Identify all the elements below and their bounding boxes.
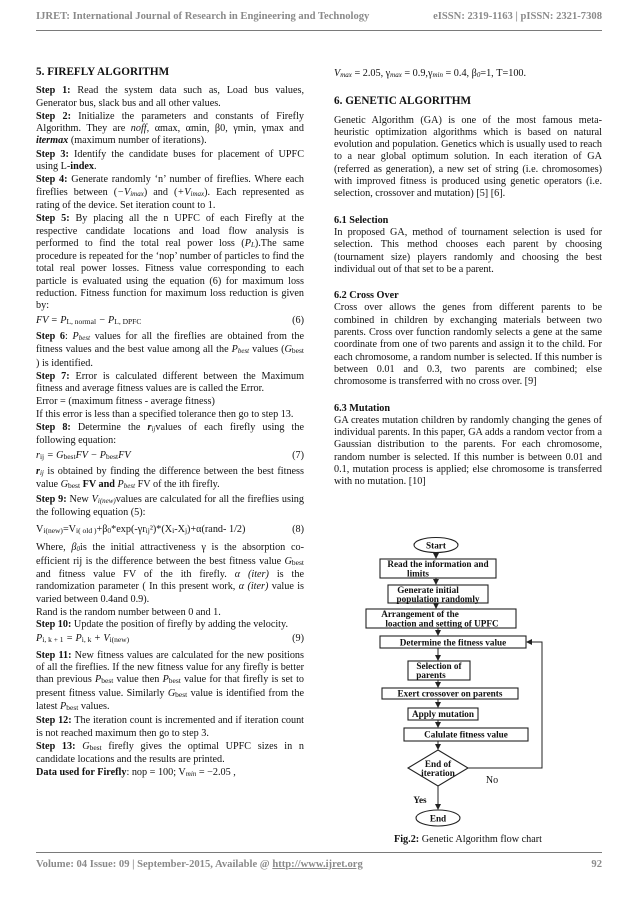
step-3: Step 3: Identify the candidate buses for placement of UPFC using L-index.: [36, 148, 305, 173]
subsection-crossover: 6.2 Cross Over: [334, 290, 399, 302]
flow-generate-label-2: population randomly: [396, 594, 480, 604]
subsection-selection: 6.1 Selection: [334, 214, 389, 226]
flow-arrangement-label-2: loaction and setting of UPFC: [385, 618, 499, 629]
flow-arrangement-label-1: Arrangement of the: [381, 609, 459, 619]
flow-yes-label: Yes: [413, 795, 427, 805]
right-column: [334, 68, 602, 489]
section-title-ga: 6. GENETIC ALGORITHM: [334, 95, 472, 108]
journal-url-link[interactable]: http://www.ijret.org: [272, 859, 363, 870]
ga-intro: Genetic Algorithm (GA) is one of the most famous meta-heuristic optimization algorithms which is based on natural evolution and population. Genetics which is usually used to reach to a near global optimum solution. In each iteration of GA (referred as generation), a new set of string (i.e. chromosomes) with improved fitness is produced using genetic operators (i.e. selection, crossover and mutation) [5] [6].: [334, 114, 602, 200]
issn: eISSN: 2319-1163 | pISSN: 2321-7308: [433, 11, 602, 22]
step-4: Step 4: Generate randomly ‘n’ number of fireflies. Where each fireflies between (−Vimax) and (+Vimax). Each represented as rating of the device. Set iteration count to 1.: [36, 174, 305, 211]
mutation-text: GA creates mutation children by randomly changing the genes of individual parents. In this paper, GA adds a random vector from a Gaussian distribution to the parents. For each chromosome, random number is selected. If this number is between 0.01 and 0.1, mutation process is applied; else chromosome is transferred with no mutation. [10]: [334, 414, 602, 488]
step-10: Step 10: Update the position of firefly by adding the velocity.: [36, 619, 288, 631]
flow-end-label: End: [429, 813, 447, 824]
equation-6: FV = PL, normal − PL, DPFC (6): [36, 314, 304, 326]
equation-9: Pi, k + 1 = Pi, k + Vi(new) (9): [36, 633, 304, 645]
flow-crossover-label: Exert crossover on parents: [397, 688, 503, 699]
section-title-firefly: 5. FIREFLY ALGORITHM: [36, 66, 170, 78]
flow-no-label: No: [485, 775, 499, 786]
step-2: Step 2: Initialize the parameters and constants of Firefly Algorithm. They are noff, αmax, αmin, β0, γmin, γmax and itermax (maximum number of iterations).: [36, 110, 305, 147]
footer-rule: [36, 852, 602, 853]
flow-read-label-2: limits: [407, 568, 429, 579]
crossover-text: Cross over allows the genes from different parents to be combined in children by exchanging materials between two parents. Cross over function randomly selects a gene at the same coordinate from one of two parents and assign it to the child. For each chromosome, a random number is selected. If this number is between 0.01 and 0.3, two parents are combined; else chromosome is transferred with no cross over. [9]: [334, 302, 602, 388]
error-definition: Error = (maximum fitness - average fitness): [36, 396, 215, 408]
flow-start-label: Start: [426, 540, 446, 551]
flow-read-label-1: Read the information and: [387, 559, 489, 569]
flow-selection-label-2: parents: [416, 670, 446, 680]
flow-selection-label-1: Selection of: [416, 661, 462, 671]
flow-fitness-label: Determine the fitness value: [399, 637, 507, 648]
selection-text: In proposed GA, method of tournament selection is used for selection. This method chooses each parent by choosing (tournament size) players randomly and choosing the best individual out of that set to be a parent.: [334, 226, 602, 275]
flow-decision-label-2: iteration: [421, 768, 455, 778]
step-1: Step 1: Read the system data such as, Load bus values, Generator bus, slack bus and all other values.: [36, 85, 304, 109]
step-6: Step 6: Pbest values for all the fireflies are obtained from the fitness values and the best value among all the Pbest values (Gbest ) is identified.: [36, 330, 304, 369]
step-13: Step 13: Gbest firefly gives the optimal UPFC sizes in n candidate locations and the results are printed.: [36, 740, 304, 766]
page-number: 92: [591, 859, 602, 870]
running-header: [36, 9, 602, 29]
header-rule: [36, 30, 602, 31]
equation-7: rij = GbestFV − PbestFV (7): [36, 449, 304, 461]
journal-name: IJRET: International Journal of Research in Engineering and Technology: [36, 11, 370, 22]
rand-definition: Rand is the random number between 0 and 1.: [36, 606, 221, 618]
step-11: Step 11: New fitness values are calculated for the new positions of all the fireflies. If the new fitness value for any firefly is better than previous Pbest value then Pbest value for that firefly is set to present fitness value. Similarly Gbest value is identified from the latest Pbest values.: [36, 649, 304, 712]
flow-generate-label-1: Generate initial: [397, 585, 459, 595]
subsection-mutation: 6.3 Mutation: [334, 402, 391, 414]
step-9-where: Where, β0is the initial attractiveness γ is the absorption co-efficient rij is the difference between the best fitness value Gbest and fitness value FV of the ith firefly. α (iter) is the randomization parameter ( In this present work, α (iter) value is varied between 0.4and 0.9).: [36, 542, 305, 605]
tolerance-note: If this error is less than a specified tolerance then go to step 13.: [36, 408, 294, 420]
step-5: Step 5: By placing all the n UPFC of each Firefly at the respective candidate locations and load flow analysis is performed to find the total real power loss (PL).The same procedure is repeated for the ‘nop’ number of particles to find the total real power losses. Fitness value corresponding to each particle is evaluated using the equation (6) for maximum loss reduction. Fitness function for maximum loss reduction is given by:: [36, 213, 304, 312]
flow-decision-label-1: End of: [424, 759, 452, 769]
step-7: Step 7: Error is calculated different between the Maximum fitness and average fitness values are is called the Error.: [36, 370, 305, 395]
firefly-parameters: Vmax = 2.05, γmax = 0.9,γmin = 0.4, β0=1, T=100.: [334, 68, 527, 79]
figure-caption: Fig.2: Genetic Algorithm flow chart: [394, 834, 542, 845]
ga-flowchart: [358, 536, 576, 830]
volume-info: Volume: 04 Issue: 09 | September-2015, Available @ http://www.ijret.org: [36, 859, 363, 870]
flow-calc-label: Calulate fitness value: [424, 729, 508, 740]
flow-mutation-label: Apply mutation: [411, 709, 475, 719]
left-column: [36, 66, 304, 782]
step-8: Step 8: Determine the rijvalues of each firefly using the following equation:: [36, 422, 304, 447]
step-12: Step 12: The iteration count is incremented and if iteration count is not reached maximum then go to step 3.: [36, 715, 304, 739]
rij-explanation: rij is obtained by finding the difference between the best fitness value Gbest FV and Pbest FV of the ith firefly.: [36, 465, 304, 491]
running-footer: [36, 858, 602, 876]
equation-8: Vi(new)=Vi( old )+β0*exp(-γrij²)*(Xi-Xj)+α(rand- 1/2) (8): [36, 524, 304, 536]
step-9: Step 9: New Vi(new)values are calculated for all the fireflies using the following equation (5):: [36, 493, 304, 518]
data-used: Data used for Firefly: nop = 100; Vmin = −2.05 ,: [36, 767, 236, 779]
